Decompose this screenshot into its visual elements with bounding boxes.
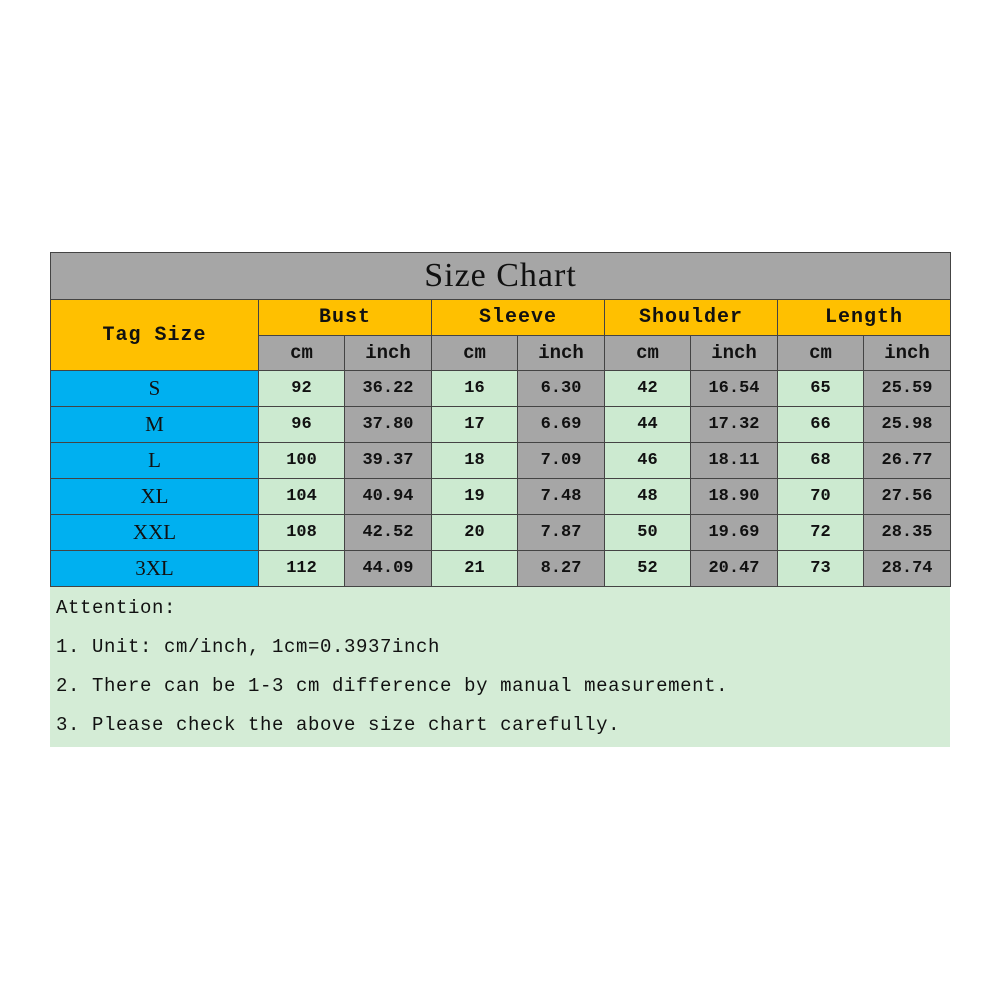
table-row — [51, 479, 951, 515]
table-row — [51, 371, 951, 407]
value-cell: 28.74 — [864, 551, 951, 587]
value-cell: 7.87 — [518, 515, 605, 551]
length-header: Length — [778, 300, 951, 336]
tag-size-header: Tag Size — [51, 300, 259, 371]
value-cell: 16.54 — [691, 371, 778, 407]
value-cell: 26.77 — [864, 443, 951, 479]
value-cell: 50 — [605, 515, 691, 551]
value-cell: 39.37 — [345, 443, 432, 479]
value-cell: 112 — [259, 551, 345, 587]
value-cell: 48 — [605, 479, 691, 515]
value-cell: 40.94 — [345, 479, 432, 515]
value-cell: 17 — [432, 407, 518, 443]
value-cell: 25.98 — [864, 407, 951, 443]
value-cell: 52 — [605, 551, 691, 587]
length-cm-header: cm — [778, 336, 864, 371]
value-cell: 68 — [778, 443, 864, 479]
bust-inch-header: inch — [345, 336, 432, 371]
value-cell: 92 — [259, 371, 345, 407]
value-cell: 28.35 — [864, 515, 951, 551]
shoulder-inch-header: inch — [691, 336, 778, 371]
tag-size-cell: S — [51, 371, 259, 407]
tag-size-cell: XL — [51, 479, 259, 515]
length-inch-header: inch — [864, 336, 951, 371]
note-unit: 1. Unit: cm/inch, 1cm=0.3937inch — [56, 636, 441, 658]
attention-notes — [50, 587, 950, 747]
shoulder-cm-header: cm — [605, 336, 691, 371]
value-cell: 18 — [432, 443, 518, 479]
value-cell: 65 — [778, 371, 864, 407]
table-row — [51, 443, 951, 479]
value-cell: 73 — [778, 551, 864, 587]
value-cell: 17.32 — [691, 407, 778, 443]
value-cell: 44.09 — [345, 551, 432, 587]
tag-size-cell: XXL — [51, 515, 259, 551]
value-cell: 6.30 — [518, 371, 605, 407]
value-cell: 42 — [605, 371, 691, 407]
sleeve-inch-header: inch — [518, 336, 605, 371]
value-cell: 42.52 — [345, 515, 432, 551]
value-cell: 16 — [432, 371, 518, 407]
value-cell: 27.56 — [864, 479, 951, 515]
value-cell: 20 — [432, 515, 518, 551]
value-cell: 96 — [259, 407, 345, 443]
value-cell: 104 — [259, 479, 345, 515]
sleeve-header: Sleeve — [432, 300, 605, 336]
chart-title: Size Chart — [51, 253, 951, 300]
tag-size-cell: M — [51, 407, 259, 443]
note-difference: 2. There can be 1-3 cm difference by manual measurement. — [56, 675, 729, 697]
value-cell: 66 — [778, 407, 864, 443]
value-cell: 70 — [778, 479, 864, 515]
value-cell: 25.59 — [864, 371, 951, 407]
value-cell: 46 — [605, 443, 691, 479]
value-cell: 37.80 — [345, 407, 432, 443]
table-row — [51, 407, 951, 443]
value-cell: 100 — [259, 443, 345, 479]
value-cell: 8.27 — [518, 551, 605, 587]
value-cell: 7.48 — [518, 479, 605, 515]
value-cell: 20.47 — [691, 551, 778, 587]
size-chart-table — [50, 252, 951, 587]
shoulder-header: Shoulder — [605, 300, 778, 336]
value-cell: 19.69 — [691, 515, 778, 551]
value-cell: 36.22 — [345, 371, 432, 407]
value-cell: 18.90 — [691, 479, 778, 515]
attention-heading: Attention: — [56, 597, 177, 619]
tag-size-cell: 3XL — [51, 551, 259, 587]
size-chart — [50, 252, 950, 747]
note-check: 3. Please check the above size chart carefully. — [56, 714, 621, 736]
value-cell: 21 — [432, 551, 518, 587]
value-cell: 18.11 — [691, 443, 778, 479]
tag-size-cell: L — [51, 443, 259, 479]
value-cell: 44 — [605, 407, 691, 443]
bust-cm-header: cm — [259, 336, 345, 371]
table-row — [51, 551, 951, 587]
table-row — [51, 515, 951, 551]
sleeve-cm-header: cm — [432, 336, 518, 371]
bust-header: Bust — [259, 300, 432, 336]
value-cell: 6.69 — [518, 407, 605, 443]
value-cell: 7.09 — [518, 443, 605, 479]
value-cell: 19 — [432, 479, 518, 515]
value-cell: 72 — [778, 515, 864, 551]
value-cell: 108 — [259, 515, 345, 551]
